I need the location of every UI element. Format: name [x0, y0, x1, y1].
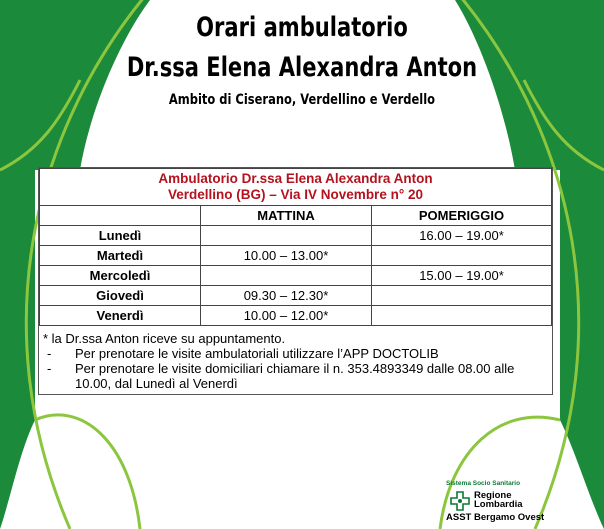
logo-asst: ASST Bergamo Ovest [446, 512, 545, 523]
table-header [40, 169, 552, 206]
morning-cell: 09.30 – 12.30* [201, 286, 372, 306]
schedule-table [39, 168, 552, 326]
afternoon-cell: 15.00 – 19.00* [372, 266, 552, 286]
empty-corner-cell [40, 206, 201, 226]
day-cell: Lunedì [40, 226, 201, 246]
morning-cell [201, 266, 372, 286]
note-appointment: * la Dr.ssa Anton riceve su appuntamento. [43, 331, 286, 346]
note-item [43, 346, 548, 361]
note-item [43, 361, 548, 391]
subtitle: Ambito di Ciserano, Verdellino e Verdello [168, 92, 436, 108]
logo-region-line1: Regione [474, 490, 512, 501]
morning-cell: 10.00 – 13.00* [201, 246, 372, 266]
column-header-afternoon: POMERIGGIO [372, 206, 552, 226]
afternoon-cell [372, 286, 552, 306]
note-doctolib: Per prenotare le visite ambulatoriali utilizzare l’APP DOCTOLIB [75, 346, 439, 361]
morning-cell: 10.00 – 12.00* [201, 306, 372, 326]
notes-section [43, 331, 548, 391]
table-row [40, 226, 552, 246]
day-cell: Mercoledì [40, 266, 201, 286]
table-row [40, 286, 552, 306]
lombardia-cross-icon [450, 491, 470, 511]
table-row [40, 306, 552, 326]
regione-lombardia-logo [446, 480, 576, 523]
logo-region-line2: Lombardia [474, 499, 523, 510]
bottom-left-arc [35, 415, 140, 529]
column-header-morning: MATTINA [201, 206, 372, 226]
afternoon-cell: 16.00 – 19.00* [372, 226, 552, 246]
note-home-visits: Per prenotare le visite domiciliari chiamare il n. 353.4893349 dalle 08.00 alle 10.00, dal Lunedì al Venerdì [75, 361, 515, 391]
day-cell: Martedì [40, 246, 201, 266]
day-cell: Giovedì [40, 286, 201, 306]
clinic-address: Verdellino (BG) – Via IV Novembre n° 20 [168, 187, 423, 202]
note-dash: - [47, 346, 52, 361]
day-cell: Venerdì [40, 306, 201, 326]
morning-cell [201, 226, 372, 246]
title-line-1: Orari ambulatorio [196, 12, 408, 43]
schedule-card [38, 167, 553, 395]
title-line-2: Dr.ssa Elena Alexandra Anton [126, 52, 478, 83]
clinic-name: Ambulatorio Dr.ssa Elena Alexandra Anton [158, 171, 433, 186]
note-dash: - [47, 361, 52, 376]
afternoon-cell [372, 246, 552, 266]
logo-region-name [474, 491, 523, 509]
table-row [40, 266, 552, 286]
table-row [40, 246, 552, 266]
afternoon-cell [372, 306, 552, 326]
logo-system-label: Sistema Socio Sanitario [446, 480, 521, 487]
